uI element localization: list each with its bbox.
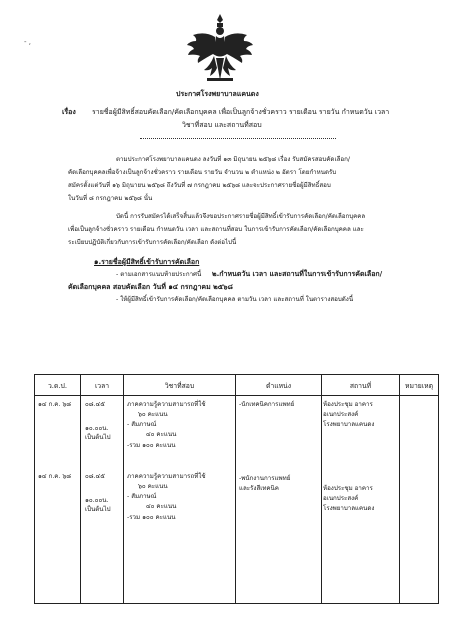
- para1-line-2: คัดเลือกบุคคลเพื่อจ้างเป็นลูกจ้างชั่วคราว รายเดือน รายวัน จำนวน ๒ ตำแหน่ง ๒ อัตรา โดยกำหนดรับ: [68, 169, 337, 176]
- corner-marks: - ,: [24, 38, 31, 46]
- row2-subject-knowledge: ภาคความรู้ความสามารถที่ใช้: [127, 473, 206, 480]
- row2-venue-line-1: ห้องประชุม อาคาร: [323, 485, 373, 492]
- col-header-venue: สถานที่: [322, 375, 400, 396]
- section-1-line-1a: - ตามเอกสารแนบท้ายประกาศนี้: [116, 271, 202, 278]
- garuda-emblem-icon: [185, 12, 255, 84]
- venue-cell: [322, 396, 400, 604]
- section-1-heading: ๑.รายชื่อผู้มีสิทธิ์เข้ารับการคัดเลือก: [94, 258, 200, 266]
- org-title: ประกาศโรงพยาบาลแคนดง: [176, 90, 259, 98]
- section-2-heading-b: คัดเลือกบุคคล สอบคัดเลือก วันที่ ๑๔ กรกฎาคม ๒๕๖๘: [68, 283, 233, 291]
- subject-line-1: รายชื่อผู้มีสิทธิ์สอบคัดเลือก/คัดเลือกบุคคล เพื่อเป็นลูกจ้างชั่วคราว รายเดือน รายวัน กำหนดวัน เวลา: [92, 108, 390, 116]
- row1-subject-knowledge: ภาคความรู้ความสามารถที่ใช้: [127, 401, 206, 408]
- note-cell: [400, 396, 439, 604]
- row2-time-start: ๐๘.๔๕: [85, 473, 105, 480]
- col-header-note: หมายเหตุ: [400, 375, 439, 396]
- row2-time-interview: ๑๐.๐๐น.: [85, 497, 109, 504]
- row2-venue-line-2: อเนกประสงค์: [323, 495, 359, 502]
- table-row: [35, 396, 439, 604]
- row2-subject-total: -รวม ๑๐๐ คะแนน: [127, 514, 176, 521]
- row2-position-line-1: -พนักงานการแพทย์: [239, 475, 291, 482]
- col-header-date: ว.ด.ป.: [35, 375, 81, 396]
- row1-subject-interview-score: ๔๐ คะแนน: [146, 431, 177, 438]
- row1-subject-interview: - สัมภาษณ์: [127, 421, 157, 428]
- row1-date: ๑๔ ก.ค. ๖๘: [38, 401, 72, 408]
- subject-line-2: วิชาที่สอบ และสถานที่สอบ: [182, 121, 262, 129]
- exam-schedule-table: [34, 374, 439, 604]
- para2-line-2: เพื่อเป็นลูกจ้างชั่วคราว รายเดือน กำหนดวัน เวลา และสถานที่สอบ ในการเข้ารับการคัดเลือก/คัดเลือกบุคคล และ: [68, 226, 364, 233]
- row1-venue-line-2: อเนกประสงค์: [323, 411, 359, 418]
- row2-subject-knowledge-score: ๖๐ คะแนน: [138, 483, 168, 490]
- time-cell: [81, 396, 124, 604]
- para2-line-1: บัดนี้ การรับสมัครได้เสร็จสิ้นแล้วจึงขอประกาศรายชื่อผู้มีสิทธิ์เข้ารับการคัดเลือก/คัดเลือกบุคคล: [116, 213, 366, 220]
- row2-date: ๑๔ ก.ค. ๖๘: [38, 473, 72, 480]
- date-cell: [35, 396, 81, 604]
- col-header-time: เวลา: [81, 375, 124, 396]
- subject-cell: [124, 396, 236, 604]
- para1-line-1: ตามประกาศโรงพยาบาลแคนดง ลงวันที่ ๑๓ มิถุนายน ๒๕๖๘ เรื่อง รับสมัครสอบคัดเลือก/: [116, 156, 350, 163]
- para1-line-3: สมัครตั้งแต่วันที่ ๑๖ มิถุนายน ๒๕๖๘ ถึงวันที่ ๗ กรกฎาคม ๒๕๖๘ และจะประกาศรายชื่อผู้มีสิทธิ์สอบ: [68, 182, 331, 189]
- row2-subject-interview: - สัมภาษณ์: [127, 493, 157, 500]
- section-2-heading-a: ๒.กำหนดวัน เวลา และสถานที่ในการเข้ารับการคัดเลือก/: [212, 270, 383, 278]
- row1-venue-line-3: โรงพยาบาลแคนดง: [323, 421, 375, 428]
- row1-position: -นักเทคนิคการแพทย์: [239, 401, 295, 408]
- col-header-position: ตำแหน่ง: [236, 375, 322, 396]
- para1-line-4: ในวันที่ ๘ กรกฎาคม ๒๕๖๘ นั้น: [68, 195, 153, 202]
- para2-line-3: ระเบียบปฏิบัติเกี่ยวกับการเข้ารับการคัดเลือก/คัดเลือก ดังต่อไปนี้: [68, 239, 237, 246]
- separator-dotted-line: [140, 138, 336, 139]
- row1-time-start: ๐๘.๔๕: [85, 401, 105, 408]
- position-cell: [236, 396, 322, 604]
- col-header-subject: วิชาที่สอบ: [124, 375, 236, 396]
- row2-subject-interview-score: ๔๐ คะแนน: [146, 503, 177, 510]
- row1-time-onward: เป็นต้นไป: [85, 434, 111, 441]
- row1-venue-line-1: ห้องประชุม อาคาร: [323, 401, 373, 408]
- table-header-row: [35, 375, 439, 396]
- subject-label: เรื่อง: [62, 108, 76, 116]
- row2-time-onward: เป็นต้นไป: [85, 506, 111, 513]
- row1-subject-total: -รวม ๑๐๐ คะแนน: [127, 442, 176, 449]
- row2-position-line-2: และรังสีเทคนิค: [239, 485, 279, 492]
- row1-time-interview: ๑๐.๐๐น.: [85, 425, 109, 432]
- row1-subject-knowledge-score: ๖๐ คะแนน: [138, 411, 168, 418]
- row2-venue-line-3: โรงพยาบาลแคนดง: [323, 505, 375, 512]
- section-2-instruction: - ให้ผู้มีสิทธิ์เข้ารับการคัดเลือก/คัดเลือกบุคคล ตามวัน เวลา และสถานที่ ในตารางสอบดังนี้: [116, 296, 354, 303]
